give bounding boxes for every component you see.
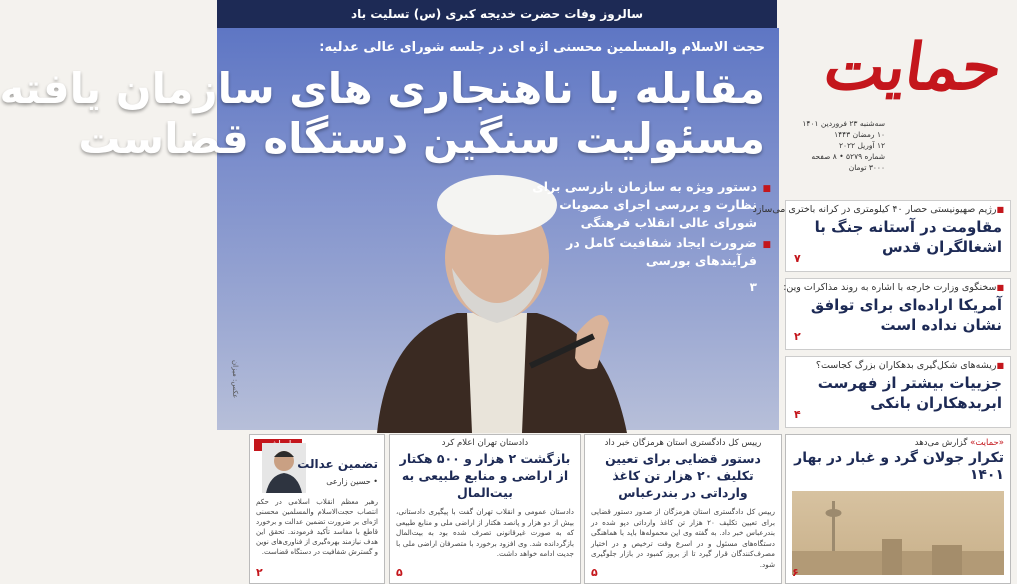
note-author: • حسین زارعی (326, 477, 378, 486)
note-page: ۲ (256, 566, 263, 579)
story-kicker: ■ سخنگوی وزارت خارجه با اشاره به روند مذاکرات وین: (786, 279, 1010, 293)
land-kicker: دادستان تهران اعلام کرد (441, 438, 529, 448)
land-body: دادستان عمومی و انقلاب تهران گفت با پیگیری دادستانی، بیش از دو هزار و پانصد هکتار از اراضی ملی و منابع طبیعی که به صورت غیرقانونی تصرف شده بود به بیت‌المال بازگردانده شد. وی افزود برخورد با متصرفان اراضی ملی با جدیت ادامه خواهد داشت. (396, 507, 574, 558)
date-line: سه‌شنبه ۲۳ فروردین ۱۴۰۱ (802, 119, 885, 128)
logo-text: حمایت (820, 30, 1008, 105)
story-title[interactable]: جزییات بیشتر از فهرست ابربدهکاران بانکی (817, 374, 1002, 412)
dust-kicker (786, 435, 1010, 448)
story-title[interactable]: آمریکا اراده‌ای برای توافق نشان نداده است (810, 296, 1002, 334)
skyline-graphic (792, 491, 1004, 575)
headline-line-2[interactable]: مسئولیت سنگین دستگاه قضاست (78, 114, 765, 163)
date-block (785, 118, 885, 173)
story-box-2[interactable] (785, 278, 1011, 350)
dust-page: ۶ (792, 566, 799, 579)
story-kicker: ■ ریشه‌های شکل‌گیری بدهکاران بزرگ کجاست؟ (786, 357, 1010, 371)
date-line: ۱۰ رمضان ۱۴۴۳ (834, 130, 885, 139)
city-smog-photo (792, 491, 1004, 575)
dust-kicker-text: گزارش می‌دهد (914, 438, 968, 448)
paper-title[interactable]: دستور قضایی برای تعیین تکلیف ۲۰ هزار تن کاغذ وارداتی در بندرعباس (605, 451, 761, 500)
hero-section (0, 28, 779, 430)
story-page: ۷ (794, 252, 801, 265)
dust-title[interactable]: تکرار جولان گرد و غبار در بهار ۱۴۰۱ (794, 450, 1004, 483)
land-story[interactable] (389, 434, 581, 584)
date-line: ۳۰۰۰ تومان (848, 163, 885, 172)
story-box-1[interactable] (752, 200, 1011, 272)
note-body: رهبر معظم انقلاب اسلامی در حکم انتصاب حجت‌الاسلام والمسلمین محسنی اژه‌ای بر ضرورت تضمین عدالت و برخورد قاطع با مفاسد تأکید فرمودند. تحقق این هدف نیازمند بهره‌گیری از فناوری‌های نوین و گسترش شفافیت در دستگاه قضاست. (256, 498, 378, 556)
land-title[interactable]: بازگشت ۲ هزار و ۵۰۰ هکتار از اراضی و منابع طبیعی به بیت‌المال (399, 451, 571, 500)
photo-credit: عکس: میزان (231, 360, 239, 399)
masthead-logo[interactable] (785, 10, 1010, 110)
story-kicker: ■ رژیم صهیونیستی حصار ۴۰ کیلومتری در کرانه باختری می‌سازد (786, 201, 1010, 215)
hero-bullet-1: ■ دستور ویژه به سازمان بازرسی برای نظارت و بررسی اجرای مصوبات شورای عالی انقلاب فرهنگی (517, 178, 757, 232)
paper-page: ۵ (591, 566, 598, 579)
note-column[interactable] (249, 434, 385, 584)
dust-story[interactable] (785, 434, 1011, 584)
paper-kicker: رییس کل دادگستری استان هرمزگان خبر داد (604, 438, 762, 448)
land-page: ۵ (396, 566, 403, 579)
story-box-3[interactable] (785, 356, 1011, 428)
paper-body: رییس کل دادگستری استان هرمزگان از صدور دستور قضایی برای تعیین تکلیف ۲۰ هزار تن کاغذ وارداتی دپو شده در بندرعباس خبر داد. به گفته وی این محموله‌ها باید با هماهنگی دستگاه‌های مسئول و در اسرع وقت ترخیص و در اختیار مصرف‌کنندگان قرار گیرد تا از بروز کمبود در بازار جلوگیری شود. (591, 507, 775, 569)
date-line: شماره ۵۲۷۹ • ۸ صفحه (811, 152, 885, 161)
hero-bullet-2: ■ ضرورت ایجاد شفافیت کامل در فرآیندهای بورسی (517, 234, 757, 270)
note-title[interactable]: تضمین عدالت (297, 457, 378, 471)
headline-line-1[interactable]: مقابله با ناهنجاری های سازمان یافته (0, 64, 765, 113)
dust-kicker-tag: «حمایت» (970, 438, 1004, 448)
story-title[interactable]: مقاومت در آستانه جنگ با اشغالگران قدس (814, 218, 1002, 256)
paper-story[interactable] (584, 434, 782, 584)
story-page: ۴ (794, 408, 801, 421)
top-banner: سالروز وفات حضرت خدیجه کبری (س) تسلیت باد (217, 0, 777, 28)
hero-page-number: ۳ (749, 280, 757, 294)
story-page: ۲ (794, 330, 801, 343)
hero-kicker: حجت الاسلام والمسلمین محسنی اژه ای در جلسه شورای عالی عدلیه: (319, 40, 765, 55)
date-line: ۱۲ آوریل ۲۰۲۲ (838, 141, 885, 150)
